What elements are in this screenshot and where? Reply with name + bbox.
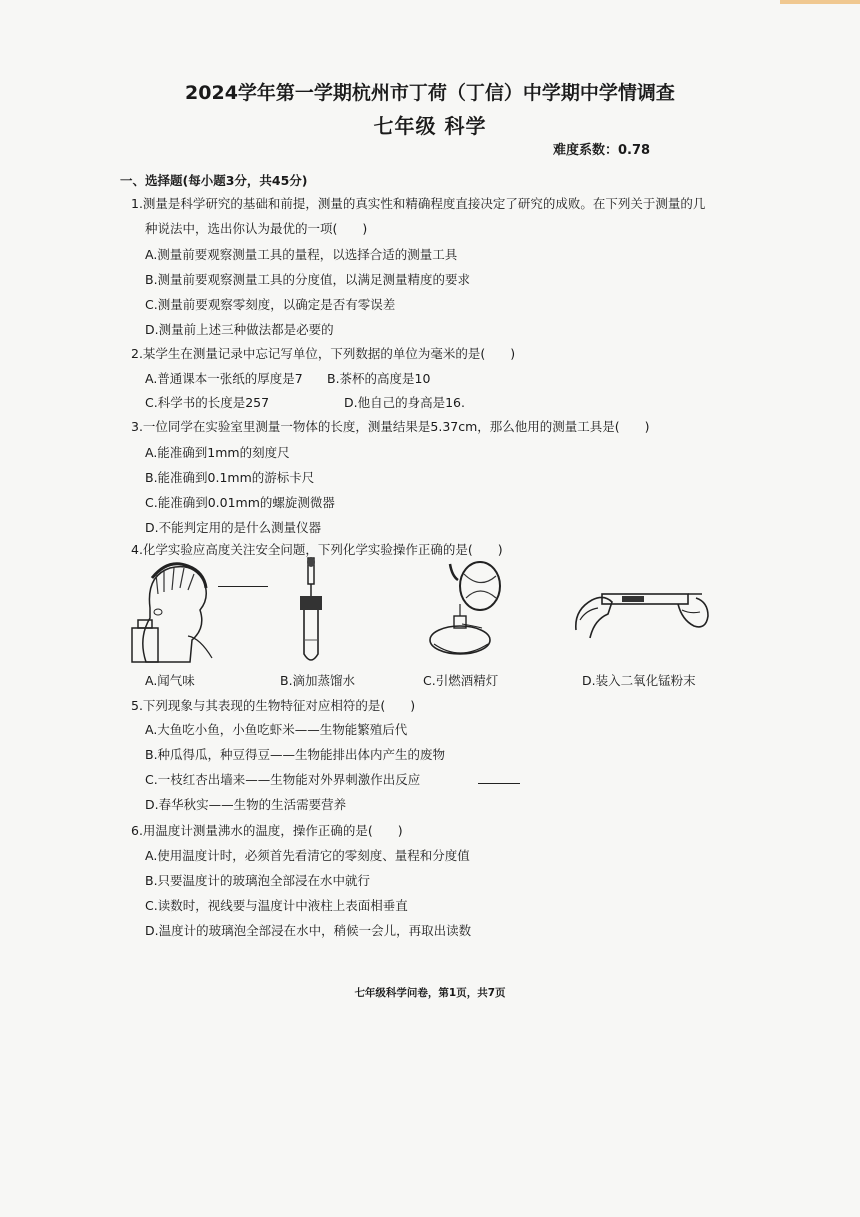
q3-option-b: B.能准确到0.1mm的游标卡尺 <box>145 470 315 485</box>
q5-option-b: B.种瓜得瓜，种豆得豆——生物能排出体内产生的废物 <box>145 747 446 762</box>
page-footer: 七年级科学问卷，第1页，共7页 <box>354 987 506 999</box>
q4-option-c: C.引燃酒精灯 <box>423 673 499 688</box>
q2-option-a: A.普通课本一张纸的厚度是7 <box>145 371 303 386</box>
q6-option-a: A.使用温度计时，必须首先看清它的零刻度、量程和分度值 <box>145 848 470 863</box>
q4-option-a: A.闻气味 <box>145 673 195 688</box>
q6-option-b: B.只要温度计的玻璃泡全部浸在水中就行 <box>145 873 371 888</box>
q1-option-d: D.测量前上述三种做法都是必要的 <box>145 322 334 337</box>
q3-option-d: D.不能判定用的是什么测量仪器 <box>145 520 322 535</box>
q6-option-d: D.温度计的玻璃泡全部浸在水中，稍候一会儿，再取出读数 <box>145 923 472 938</box>
q4-option-d: D.装入二氧化锰粉末 <box>582 673 696 688</box>
q4-option-b: B.滴加蒸馏水 <box>280 673 356 688</box>
load-powder-illustration <box>570 580 710 646</box>
light-alcohol-lamp-illustration <box>422 558 506 666</box>
q6-option-c: C.读数时，视线要与温度计中液柱上表面相垂直 <box>145 898 408 913</box>
q1-option-b: B.测量前要观察测量工具的分度值，以满足测量精度的要求 <box>145 272 471 287</box>
q2-option-c: C.科学书的长度是257 <box>145 395 270 410</box>
smell-gas-illustration <box>128 558 218 666</box>
q5-option-a: A.大鱼吃小鱼，小鱼吃虾米——生物能繁殖后代 <box>145 722 408 737</box>
scan-edge-mark <box>780 0 860 4</box>
q1-option-c: C.测量前要观察零刻度，以确定是否有零误差 <box>145 297 396 312</box>
q3-stem: 3.一位同学在实验室里测量一物体的长度，测量结果是5.37cm，那么他用的测量工具是( ) <box>131 419 650 434</box>
q5-option-c: C.一枝红杏出墙来——生物能对外界刺激作出反应 <box>145 772 421 787</box>
exam-subtitle: 七年级 科学 <box>373 114 487 138</box>
q2-option-d: D.他自己的身高是16. <box>344 395 465 410</box>
q1-option-a: A.测量前要观察测量工具的量程，以选择合适的测量工具 <box>145 247 458 262</box>
q5-option-d: D.春华秋实——生物的生活需要营养 <box>145 797 347 812</box>
q4-stem: 4.化学实验应高度关注安全问题，下列化学实验操作正确的是( ) <box>131 542 503 557</box>
q3-option-a: A.能准确到1mm的刻度尺 <box>145 445 290 460</box>
q3-option-c: C.能准确到0.01mm的螺旋测微器 <box>145 495 335 510</box>
q1-stem-line1: 1.测量是科学研究的基础和前提，测量的真实性和精确程度直接决定了研究的成败。在下列关于测量的几 <box>131 196 706 211</box>
q1-stem-line2: 种说法中，选出你认为最优的一项( ) <box>145 221 368 236</box>
add-water-dropper-illustration <box>292 556 332 668</box>
q2-stem: 2.某学生在测量记录中忘记写单位，下列数据的单位为毫米的是( ) <box>131 346 516 361</box>
blank-line <box>218 586 268 587</box>
q6-stem: 6.用温度计测量沸水的温度，操作正确的是( ) <box>131 823 403 838</box>
difficulty-coefficient: 难度系数：0.78 <box>553 143 651 158</box>
q2-option-b: B.茶杯的高度是10 <box>327 371 431 386</box>
blank-line <box>478 783 520 784</box>
exam-title: 2024学年第一学期杭州市丁荷（丁信）中学期中学情调查 <box>185 82 675 104</box>
section-heading: 一、选择题(每小题3分，共45分) <box>120 173 308 188</box>
q5-stem: 5.下列现象与其表现的生物特征对应相符的是( ) <box>131 698 416 713</box>
